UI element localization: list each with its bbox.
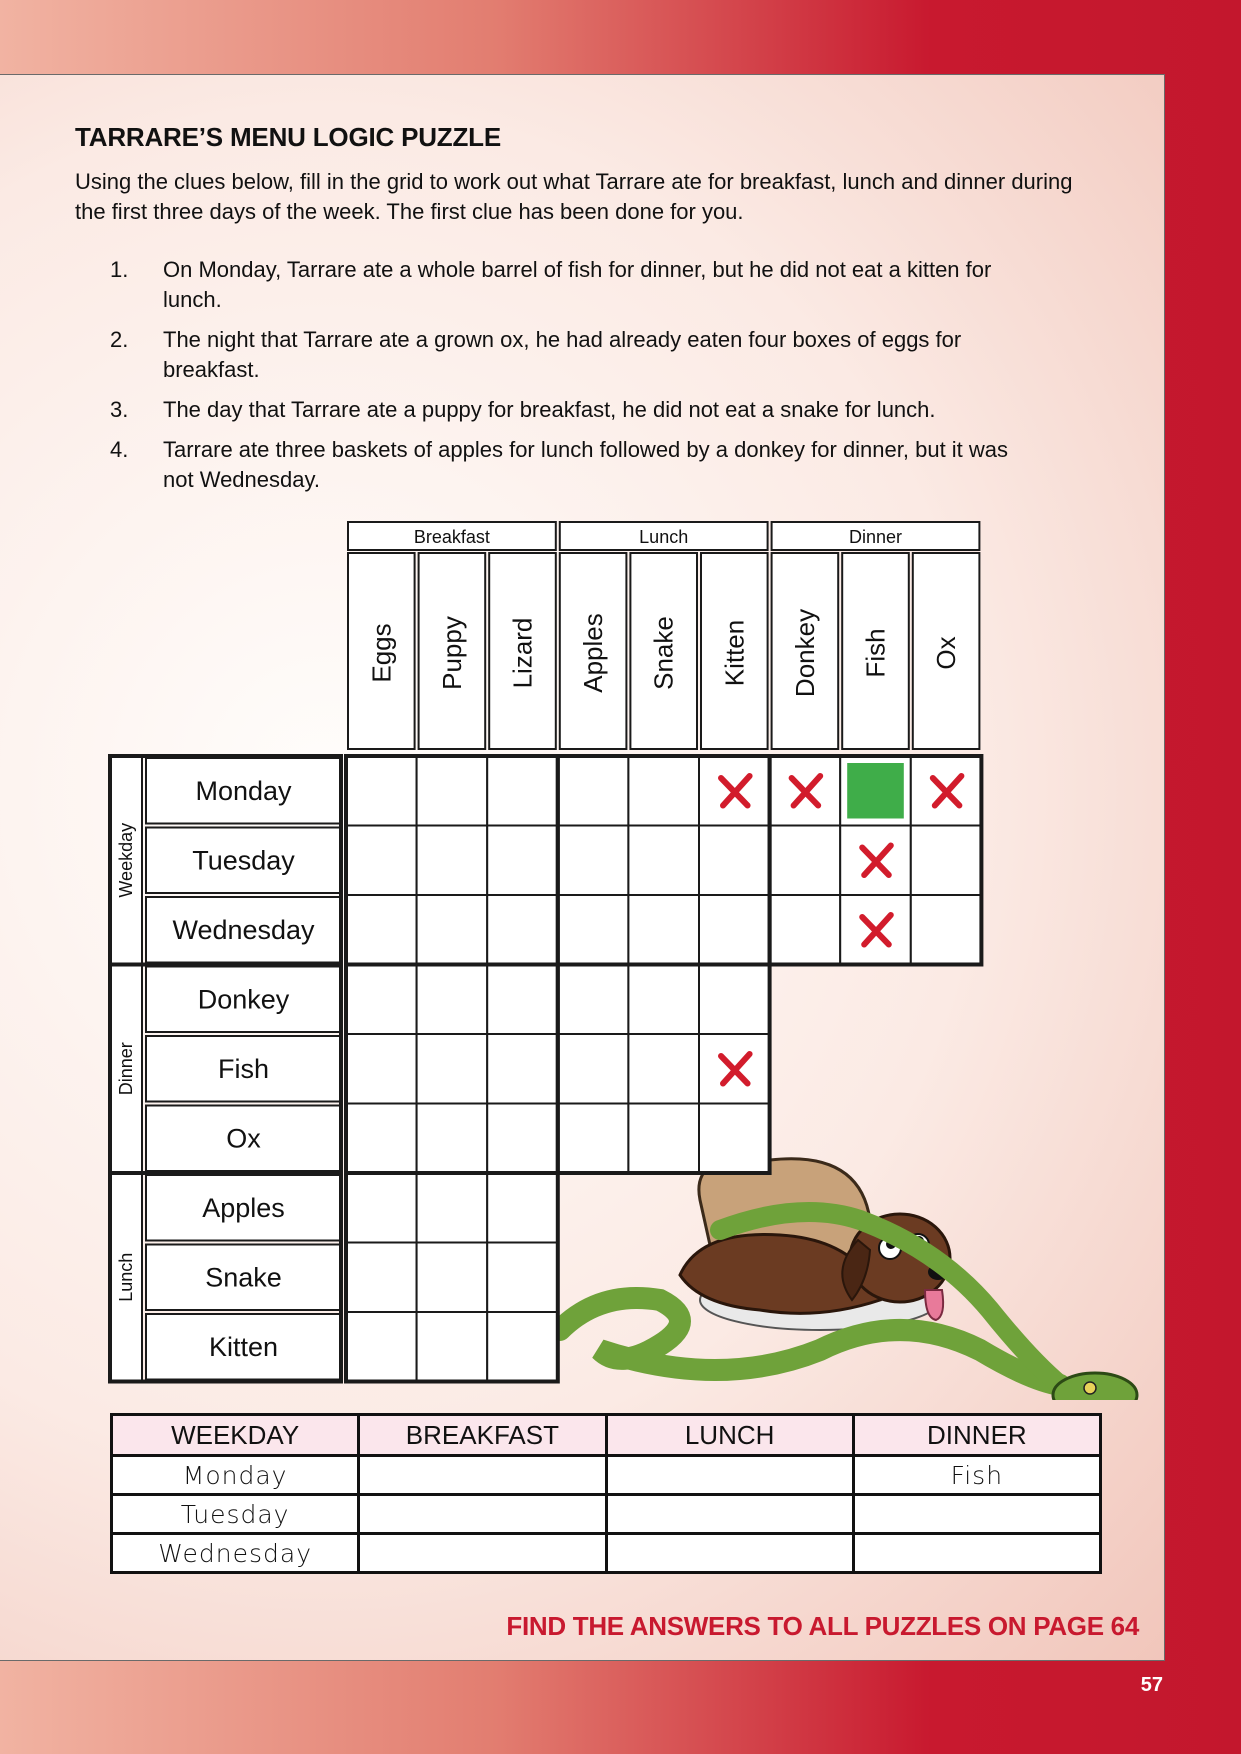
clue-number: 3. [110, 397, 129, 422]
grid-cell[interactable] [487, 1312, 558, 1382]
column-label: Eggs [366, 623, 397, 683]
row-label: Tuesday [192, 845, 295, 876]
grid-cell[interactable] [487, 1104, 558, 1174]
summary-cell-lunch[interactable] [606, 1456, 853, 1495]
summary-cell-lunch[interactable] [606, 1534, 853, 1573]
summary-header: BREAKFAST [359, 1415, 606, 1456]
grid-cell[interactable] [487, 1034, 558, 1104]
clue-text: The day that Tarrare ate a puppy for breakfast, he did not eat a snake for lunch. [163, 397, 936, 422]
column-label: Ox [931, 636, 962, 670]
row-label: Ox [226, 1123, 261, 1154]
row-group-label: Weekday [116, 822, 136, 898]
summary-weekday: Tuesday [112, 1495, 359, 1534]
answers-note: FIND THE ANSWERS TO ALL PUZZLES ON PAGE 64 [506, 1611, 1139, 1641]
summary-cell-breakfast[interactable] [359, 1495, 606, 1534]
grid-cell[interactable] [487, 1173, 558, 1243]
summary-cell-dinner[interactable] [853, 1495, 1100, 1534]
clue-number: 1. [110, 257, 129, 282]
grid-cell[interactable] [417, 1243, 488, 1313]
intro-text: Using the clues below, fill in the grid to work out what Tarrare ate for breakfast, lunch and dinner during the first three days of the week. The first clue has been done for you. [75, 169, 1073, 224]
column-label: Puppy [436, 616, 467, 690]
column-group-label: Breakfast [413, 527, 490, 547]
clue-text: The night that Tarrare ate a grown ox, he had already eaten four boxes of eggs for breakfast. [163, 327, 962, 382]
grid-cell[interactable] [417, 1173, 488, 1243]
grid-cell[interactable] [417, 1034, 488, 1104]
row-label: Wednesday [172, 914, 315, 945]
clue-text: On Monday, Tarrare ate a whole barrel of fish for dinner, but he did not eat a kitten for lunch. [163, 257, 992, 312]
row-label: Monday [195, 775, 292, 806]
grid-cell[interactable] [346, 965, 417, 1035]
puppy-tongue [925, 1290, 943, 1320]
grid-cell[interactable] [911, 826, 982, 896]
summary-table [110, 1413, 1102, 1574]
summary-header: WEEKDAY [112, 1415, 359, 1456]
grid-cell[interactable] [346, 1104, 417, 1174]
grid-cell[interactable] [911, 895, 982, 965]
clue-number: 4. [110, 437, 129, 462]
grid-cell[interactable] [558, 895, 629, 965]
grid-cell[interactable] [558, 756, 629, 826]
puzzle-title: TARRARE’S MENU LOGIC PUZZLE [75, 122, 501, 152]
snake-puppy-illustration [560, 1158, 1137, 1400]
grid-cell[interactable] [346, 1243, 417, 1313]
grid-cell[interactable] [558, 1034, 629, 1104]
summary-weekday: Monday [112, 1456, 359, 1495]
grid-cell[interactable] [487, 895, 558, 965]
grid-cell[interactable] [770, 895, 841, 965]
grid-cell[interactable] [699, 1104, 770, 1174]
summary-row [112, 1534, 1101, 1573]
grid-cell[interactable] [558, 965, 629, 1035]
column-label: Kitten [719, 619, 750, 687]
row-label: Kitten [208, 1331, 279, 1362]
summary-cell-dinner[interactable] [853, 1534, 1100, 1573]
grid-cell[interactable] [417, 1312, 488, 1382]
row-label: Donkey [197, 984, 290, 1015]
summary-cell-dinner[interactable]: Fish [853, 1456, 1100, 1495]
column-label: Apples [578, 613, 609, 693]
column-group-label: Dinner [848, 527, 903, 547]
grid-cell[interactable] [628, 826, 699, 896]
grid-cell[interactable] [699, 965, 770, 1035]
row-label: Snake [205, 1262, 282, 1293]
grid-cell[interactable] [346, 826, 417, 896]
grid-cell[interactable] [417, 895, 488, 965]
summary-row [112, 1456, 1101, 1495]
page-number: 57 [1140, 1674, 1163, 1696]
grid-cell[interactable] [417, 756, 488, 826]
grid-cell[interactable] [417, 1104, 488, 1174]
grid-cell[interactable] [628, 1104, 699, 1174]
clue-number: 2. [110, 327, 129, 352]
grid-cell[interactable] [558, 1104, 629, 1174]
snake-eye [1084, 1382, 1096, 1394]
grid-cell[interactable] [487, 756, 558, 826]
row-group-label: Dinner [116, 1042, 136, 1096]
column-label: Donkey [789, 608, 820, 698]
summary-header-row [112, 1415, 1101, 1456]
column-label: Fish [860, 628, 891, 678]
summary-header: DINNER [853, 1415, 1100, 1456]
column-label: Snake [648, 616, 679, 690]
summary-header: LUNCH [606, 1415, 853, 1456]
grid-cell[interactable] [628, 1034, 699, 1104]
grid-cell[interactable] [628, 965, 699, 1035]
check-mark [847, 763, 904, 819]
grid-cell[interactable] [699, 826, 770, 896]
grid-cell[interactable] [346, 1034, 417, 1104]
grid-cell[interactable] [487, 1243, 558, 1313]
grid-cell[interactable] [346, 1312, 417, 1382]
summary-weekday: Wednesday [112, 1534, 359, 1573]
grid-cell[interactable] [487, 965, 558, 1035]
grid-cell[interactable] [346, 756, 417, 826]
summary-cell-breakfast[interactable] [359, 1534, 606, 1573]
grid-cell[interactable] [417, 965, 488, 1035]
grid-cell[interactable] [628, 756, 699, 826]
row-label: Fish [217, 1053, 270, 1084]
summary-cell-breakfast[interactable] [359, 1456, 606, 1495]
grid-cell[interactable] [346, 1173, 417, 1243]
grid-cell[interactable] [487, 826, 558, 896]
row-group-label: Lunch [116, 1252, 136, 1302]
column-group-label: Lunch [639, 527, 689, 547]
summary-row [112, 1495, 1101, 1534]
summary-cell-lunch[interactable] [606, 1495, 853, 1534]
grid-cell[interactable] [628, 895, 699, 965]
grid-cell[interactable] [770, 826, 841, 896]
clue-text: Tarrare ate three baskets of apples for lunch followed by a donkey for dinner, but it was not Wednesday. [163, 437, 1009, 492]
grid-cell[interactable] [558, 826, 629, 896]
grid-cell[interactable] [417, 826, 488, 896]
grid-cell[interactable] [346, 895, 417, 965]
column-label: Lizard [507, 617, 538, 689]
row-label: Apples [202, 1192, 285, 1223]
grid-cell[interactable] [699, 895, 770, 965]
